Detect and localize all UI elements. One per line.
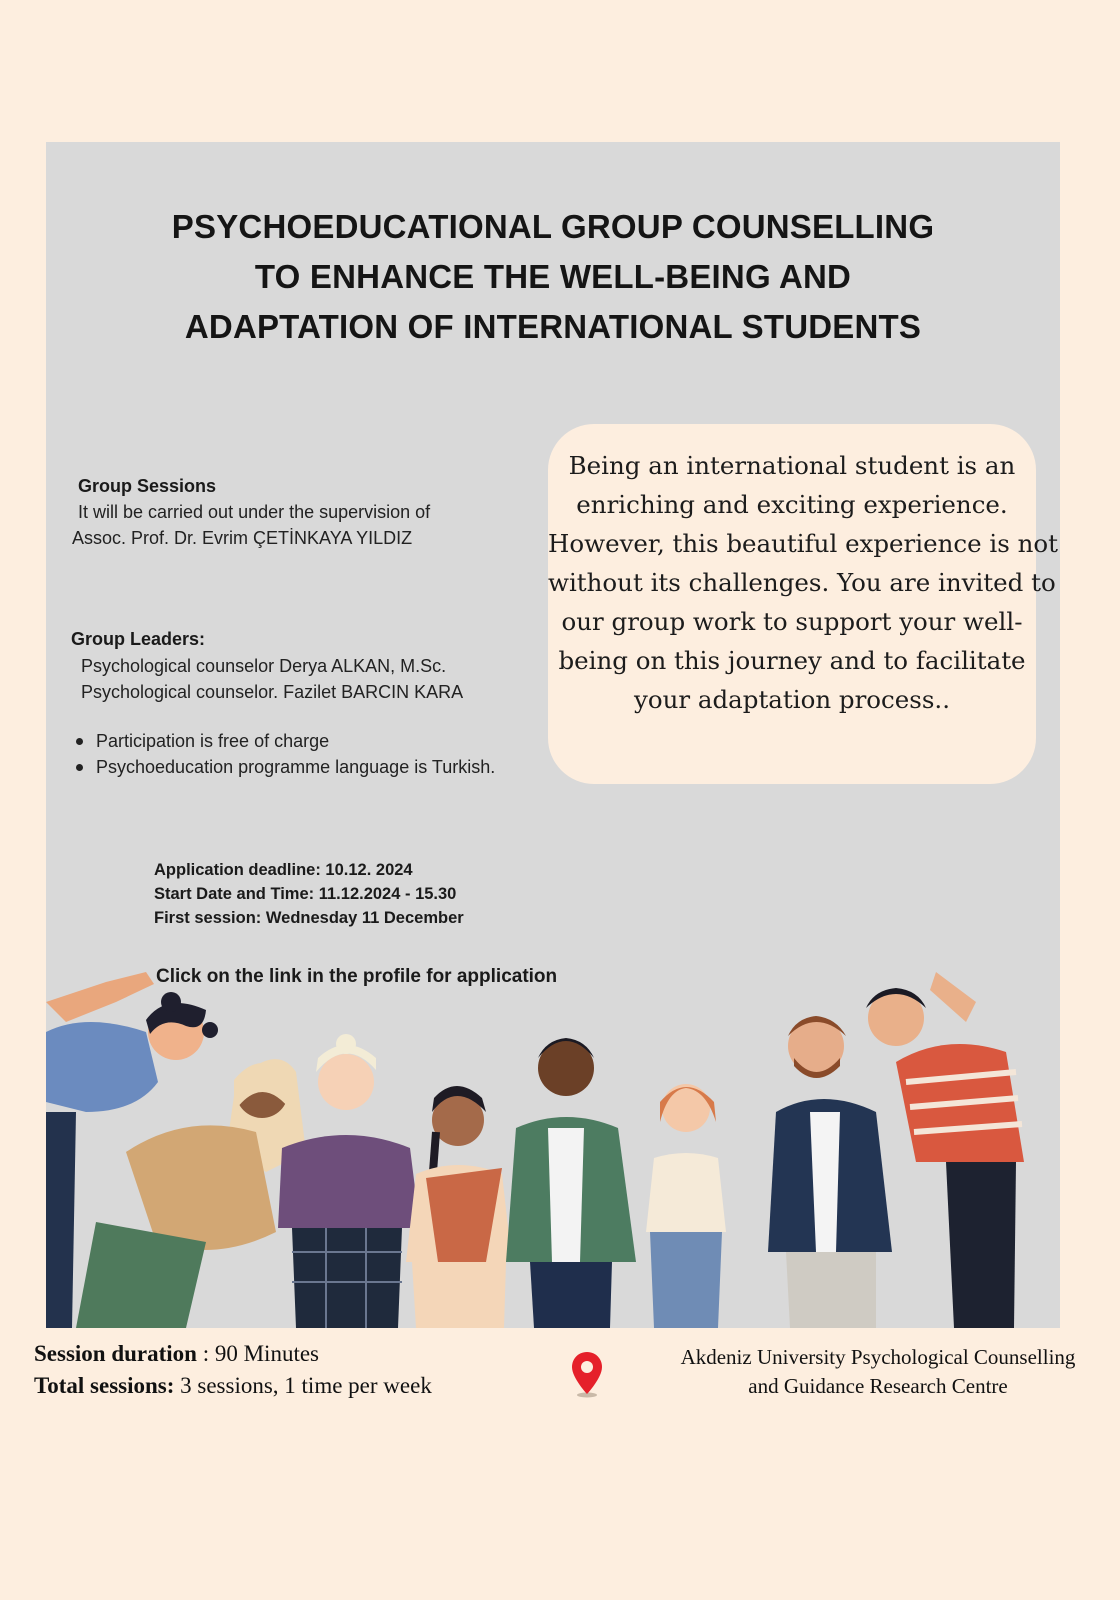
person-figure: [506, 1038, 636, 1328]
person-figure: [406, 1086, 512, 1328]
location-pin-icon: [570, 1350, 604, 1398]
location-info: [636, 1343, 1120, 1401]
poster-panel: [46, 142, 1060, 1328]
session-info: [34, 1338, 432, 1402]
bullet-item: Psychoeducation programme language is Turkish.: [96, 754, 495, 780]
quote-line: Being an international student is an: [568, 451, 1016, 480]
group-leader-2: Psychological counselor. Fazilet BARCIN KARA: [81, 682, 464, 702]
title-line-2: TO ENHANCE THE WELL-BEING AND: [254, 258, 852, 295]
person-figure: [646, 1084, 726, 1328]
start-date-time: Start Date and Time: 11.12.2024 - 15.30: [154, 885, 457, 903]
poster-title: [46, 202, 1060, 352]
quote-line: without its challenges. You are invited to: [548, 568, 1056, 597]
person-figure: [278, 1034, 420, 1328]
bullet-dot-icon: [76, 764, 83, 771]
session-duration: Session duration : 90 Minutes: [34, 1341, 319, 1366]
bullet-item: Participation is free of charge: [96, 728, 495, 754]
group-leaders-heading: Group Leaders:: [71, 629, 206, 649]
total-sessions: Total sessions: 3 sessions, 1 time per week: [34, 1373, 432, 1398]
title-line-1: PSYCHOEDUCATIONAL GROUP COUNSELLING: [171, 208, 935, 245]
person-figure: [768, 1016, 892, 1328]
group-sessions-heading: Group Sessions: [78, 476, 217, 496]
supervisor-name: Assoc. Prof. Dr. Evrim ÇETİNKAYA YILDIZ: [72, 528, 413, 548]
quote-line: However, this beautiful experience is not: [548, 529, 1058, 558]
location-line-2: and Guidance Research Centre: [748, 1374, 1008, 1398]
quote-line: enriching and exciting experience.: [576, 490, 1008, 519]
quote-line: your adaptation process..: [634, 685, 950, 714]
info-bullet-list: [96, 728, 495, 780]
quote-text: [548, 446, 1058, 719]
students-illustration: [46, 962, 1060, 1328]
location-line-1: Akdeniz University Psychological Counselling: [680, 1345, 1076, 1369]
person-figure: [866, 972, 1024, 1328]
schedule-info: [154, 858, 464, 930]
quote-line: our group work to support your well-: [561, 607, 1023, 636]
bullet-dot-icon: [76, 738, 83, 745]
first-session: First session: Wednesday 11 December: [154, 909, 464, 927]
application-cta: Click on the link in the profile for application: [156, 966, 558, 987]
quote-bubble: [548, 424, 1058, 784]
group-leader-1: Psychological counselor Derya ALKAN, M.Sc.: [81, 656, 447, 676]
title-line-3: ADAPTATION OF INTERNATIONAL STUDENTS: [184, 308, 922, 345]
quote-line: being on this journey and to facilitate: [558, 646, 1026, 675]
application-deadline: Application deadline: 10.12. 2024: [154, 861, 413, 879]
supervision-text: It will be carried out under the supervision of: [78, 502, 431, 522]
